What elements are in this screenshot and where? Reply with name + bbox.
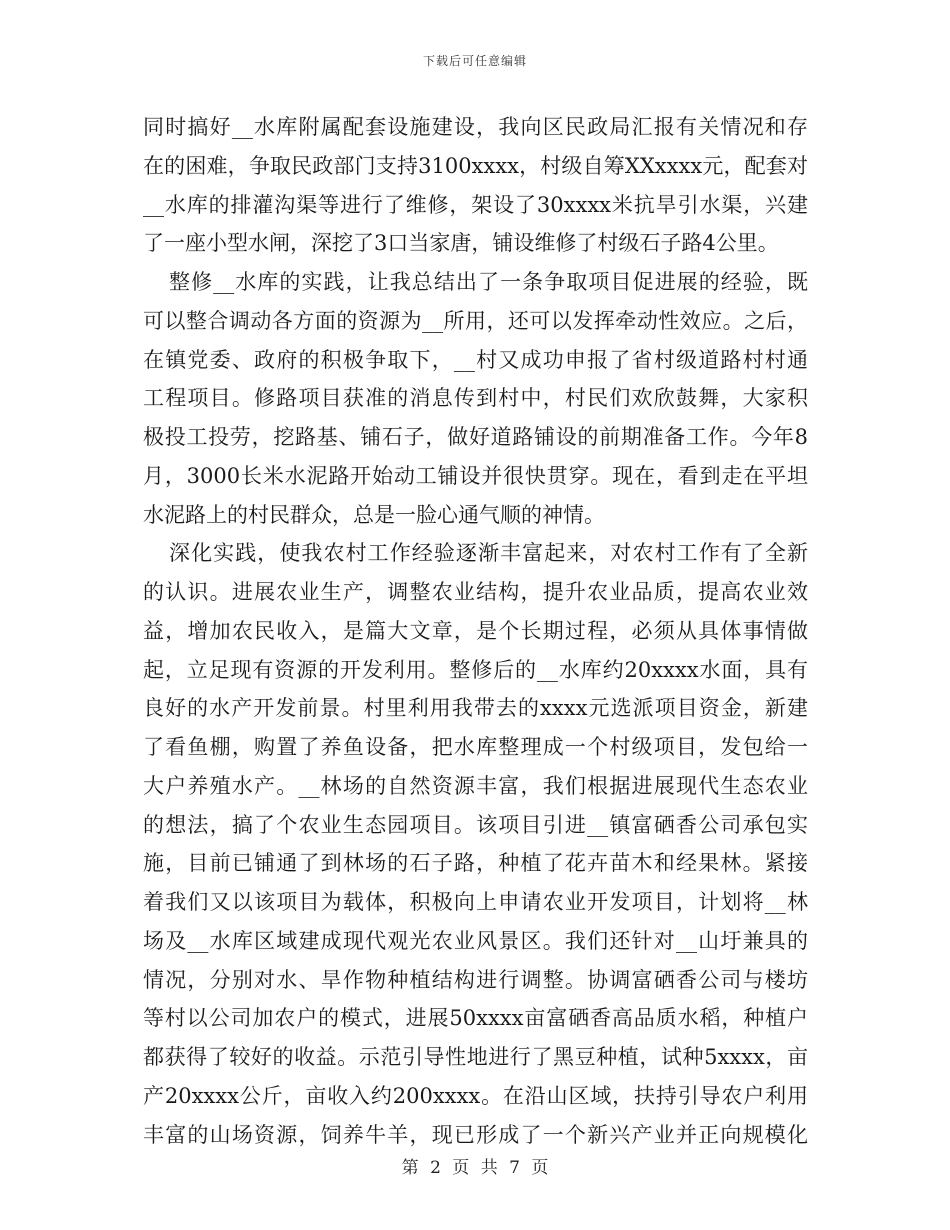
text-line: 产20xxxx公斤，亩收入约200xxxx。在沿山区域，扶持引导农户利用 — [143, 1083, 808, 1108]
text-line: 都获得了较好的收益。示范引导性地进行了黑豆种植，试种5xxxx，亩 — [143, 1045, 808, 1069]
text-line: 在的困难，争取民政部门支持3100xxxx，村级自筹XXxxxx元，配套对 — [143, 153, 808, 178]
text-line: 在镇党委、政府的积极争取下，__村又成功申报了省村级道路村村通 — [143, 347, 808, 372]
text-line: 的想法，搞了个农业生态园项目。该项目引进__镇富硒香公司承包实 — [143, 812, 808, 837]
text-line: 极投工投劳，挖路基、铺石子，做好道路铺设的前期准备工作。今年8 — [143, 425, 808, 449]
text-line: 施，目前已铺通了到林场的石子路，种植了花卉苗木和经果林。紧接 — [143, 851, 808, 876]
text-line: 着我们又以该项目为载体，积极向上申请农业开发项目，计划将__林 — [143, 890, 808, 914]
page-number: 第 2 页 共 7 页 — [401, 1158, 549, 1178]
text-line: 同时搞好__水库附属配套设施建设，我向区民政局汇报有关情况和存 — [143, 115, 808, 139]
text-line: 了一座小型水闸，深挖了3口当家唐，铺设维修了村级石子路4公里。 — [143, 231, 779, 256]
page-header-note: 下载后可任意编辑 — [422, 54, 527, 68]
text-line: 良好的水产开发前景。村里利用我带去的xxxx元选派项目资金，新建 — [143, 696, 808, 721]
text-line: 等村以公司加农户的模式，进展50xxxx亩富硒香高品质水稻，种植户 — [143, 1006, 808, 1031]
paragraph — [143, 534, 808, 1154]
text-line: 益，增加农民收入，是篇大文章，是个长期过程，必须从具体事情做 — [143, 618, 808, 643]
text-line: 丰富的山场资源，饲养牛羊，现已形成了一个新兴产业并正向规模化 — [143, 1122, 808, 1147]
text-line: 起，立足现有资源的开发利用。整修后的__水库约20xxxx水面，具有 — [143, 657, 808, 682]
text-line: 深化实践，使我农村工作经验逐渐丰富起来，对农村工作有了全新 — [169, 541, 808, 566]
paragraph — [143, 263, 808, 534]
text-line: 月，3000长米水泥路开始动工铺设并很快贯穿。现在，看到走在平坦 — [143, 463, 808, 488]
text-line: __水库的排灌沟渠等进行了维修，架设了30xxxx米抗旱引水渠，兴建 — [143, 192, 808, 217]
text-line: 水泥路上的村民群众，总是一脸心通气顺的神情。 — [143, 502, 605, 527]
text-line: 的认识。进展农业生产，调整农业结构，提升农业品质，提高农业效 — [143, 580, 808, 604]
text-line: 情况，分别对水、旱作物种植结构进行调整。协调富硒香公司与楼坊 — [143, 967, 808, 992]
text-line: 可以整合调动各方面的资源为__所用，还可以发挥牵动性效应。之后， — [143, 308, 808, 333]
text-line: 了看鱼棚，购置了养鱼设备，把水库整理成一个村级项目，发包给一 — [143, 735, 808, 759]
text-line: 整修__水库的实践，让我总结出了一条争取项目促进展的经验，既 — [169, 270, 808, 294]
text-line: 工程项目。修路项目获准的消息传到村中，村民们欢欣鼓舞，大家积 — [143, 386, 808, 411]
paragraph — [143, 108, 808, 263]
document-body — [143, 108, 808, 1154]
text-line: 大户养殖水产。__林场的自然资源丰富，我们根据进展现代生态农业 — [143, 773, 808, 798]
text-line: 场及__水库区域建成现代观光农业风景区。我们还针对__山圩兼具的 — [143, 928, 808, 953]
